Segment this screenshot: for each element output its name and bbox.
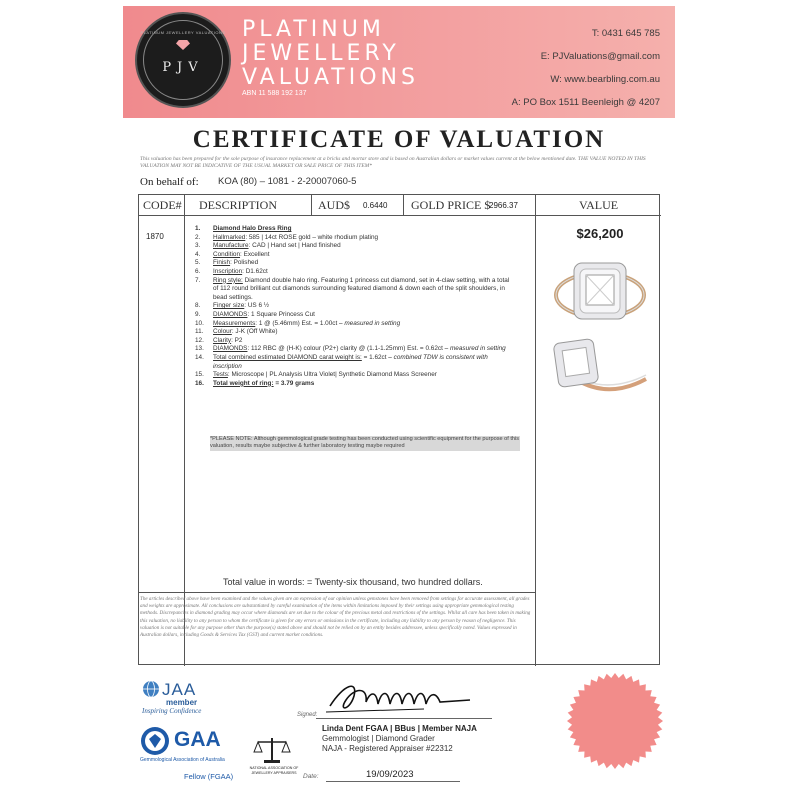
aud-rate: 0.6440: [363, 201, 388, 210]
item-value: : D1.62ct: [242, 267, 268, 275]
item-key: Measurements: [213, 319, 256, 327]
item-number: 9.: [195, 310, 201, 318]
item-number: 11.: [195, 328, 204, 336]
gaa-subtitle: Gemmological Association of Australia: [140, 757, 225, 763]
item-key: Finish: [213, 259, 231, 267]
item-number: 2.: [195, 233, 201, 241]
logo-monogram: PJV: [162, 60, 204, 75]
header-value: VALUE: [579, 198, 619, 212]
contact-web: W: www.bearbling.com.au: [550, 74, 660, 85]
description-item: [195, 328, 515, 337]
signatory-name: Linda Dent FGAA | BBus | Member NAJA: [322, 724, 477, 733]
brand-line-1: PLATINUM: [242, 17, 385, 42]
item-number: 15.: [195, 371, 204, 379]
item-key: Manufacture: [213, 242, 249, 250]
item-number: 14.: [195, 353, 204, 361]
signed-label: Signed:: [297, 712, 318, 718]
gold-price-value: 2966.37: [489, 201, 518, 210]
gaa-text: GAA: [174, 728, 221, 751]
globe-icon: [142, 680, 160, 698]
item-value: : 112 RBC @ (H-K) colour (P2+) clarity @ (1.1-1.25mm) Est. = 0.62ct: [247, 345, 443, 353]
pjv-logo: [135, 12, 231, 108]
item-value: : CAD | Hand set | Hand finished: [248, 242, 341, 250]
item-number: 12.: [195, 336, 204, 344]
gaa-fellow: Fellow (FGAA): [184, 772, 234, 781]
item-key: Finger size: [213, 302, 245, 310]
item-key: Total combined estimated DIAMOND carat weight is:: [213, 353, 362, 361]
contact-address: A: PO Box 1511 Beenleigh @ 4207: [511, 97, 660, 108]
item-value: Diamond double halo ring. Featuring 1 princess cut diamond, set in 4-claw setting, with a total of 112 round brilliant cut diamonds surrounding featured diamond & down each of the split shoulders, in bead settings.: [213, 276, 510, 301]
signature-line: [316, 718, 492, 719]
description-item: [195, 371, 515, 380]
description-item: [195, 354, 515, 371]
certificate-title: CERTIFICATE OF VALUATION: [192, 126, 606, 153]
item-key: Ring style:: [213, 276, 243, 284]
item-key: Hallmarked: [213, 233, 246, 241]
ring-photo-side: [548, 335, 650, 401]
item-number: 5.: [195, 259, 201, 267]
valuation-amount: $26,200: [576, 226, 624, 241]
description-item: [195, 259, 515, 268]
item-value: : 1 Square Princess Cut: [247, 310, 315, 318]
description-list: [195, 225, 515, 388]
item-number: 16.: [195, 379, 204, 387]
item-value: : Excellent: [240, 250, 270, 258]
naja-subtitle: NATIONAL ASSOCIATION OF JEWELLERY APPRAISERS: [249, 766, 299, 775]
item-remark: – combined TDW is consistent with inscription: [213, 353, 488, 370]
brand-line-3: VALUATIONS: [242, 65, 419, 90]
item-value: : 1 @ (5.46mm) Est. = 1.00ct: [255, 319, 338, 327]
item-value: : 585 | 14ct ROSE gold – white rhodium plating: [245, 233, 379, 241]
description-item: [195, 234, 515, 243]
item-key: Clarity: [213, 336, 232, 344]
item-number: 10.: [195, 319, 204, 327]
description-item: [195, 268, 515, 277]
item-number: 1.: [195, 225, 201, 232]
item-number: 6.: [195, 267, 201, 275]
on-behalf-value: KOA (80) – 1081 - 2-20007060-5: [218, 176, 357, 187]
item-key: Total weight of ring:: [213, 379, 274, 387]
item-number: 13.: [195, 345, 204, 353]
item-value: = 1.62ct: [361, 353, 387, 361]
item-value: : P2: [231, 336, 243, 344]
description-item: [195, 345, 515, 354]
signatory-title-1: Gemmologist | Diamond Grader: [322, 734, 435, 743]
description-item: [195, 380, 515, 389]
contact-phone: T: 0431 645 785: [591, 28, 660, 39]
on-behalf-label: On behalf of:: [140, 176, 199, 188]
item-key: Condition: [213, 250, 241, 258]
item-key: Inscription: [213, 267, 243, 275]
abn-number: ABN 11 588 192 137: [242, 90, 307, 97]
brand-line-2: JEWELLERY: [242, 41, 400, 66]
handwritten-signature: [324, 676, 474, 718]
company-seal: [566, 672, 664, 770]
item-key: Colour: [213, 328, 232, 336]
signatory-title-2: NAJA - Registered Appraiser #22312: [322, 744, 453, 753]
item-value: : US 6 ½: [244, 302, 270, 310]
description-item: [195, 337, 515, 346]
item-value: = 3.79 grams: [273, 379, 315, 387]
date-label: Date:: [303, 773, 319, 780]
description-item: [195, 320, 515, 329]
item-remark: – measured in setting: [442, 345, 506, 353]
item-code: 1870: [146, 232, 164, 241]
item-key: Tests: [213, 371, 228, 379]
liability-footnote: The articles described above have been examined and the values given are an expression of our opinion unless gemstones have been removed from settings for accurate assessment, all grades and weights are approximate. All conclusions are substantiated by careful examination of the items within limitations imposed by their settings using appropriate gemmological testing methods. Discrepancies in diamond grading may occur where diamonds are set due to the colour of the precious metal and restrictions of the settings. Whilst all care has been taken in making this valuation, no liability to any person to whom the certificate is given for any errors or omissions in the certificate, including any liability to any person by reason of negligence. This valuation is not suitable for any purpose other than the purpose(s) stated above and should not be relied on by an entity besides addressee, unless specifically noted. Values expressed in Australian dollars, including Goods & Services Tax (GST) and current market conditions.: [140, 596, 531, 639]
item-key: DIAMONDS: [213, 310, 248, 318]
jaa-text: JAA: [162, 680, 197, 699]
item-number: 7.: [195, 276, 201, 284]
valuation-disclaimer: This valuation has been prepared for the sole purpose of insurance replacement at a bricks and mortar store and is based on Australian dollars or market values current at the below mentioned date. THE VALUE NOTED IN THIS VALUATION MAY NOT BE INDICATIVE OF THE USUAL MARKET OR SALE PRICE OF THIS ITEM*: [140, 156, 646, 169]
item-value: : J-K (Off White): [231, 328, 278, 336]
total-value-in-words: Total value in words: = Twenty-six thousand, two hundred dollars.: [223, 577, 483, 587]
header-code: CODE#: [143, 198, 182, 212]
item-remark: – measured in setting: [337, 319, 401, 327]
logo-ring-text: PLATINUM JEWELLERY VALUATIONS: [140, 30, 226, 35]
description-item: [195, 277, 515, 303]
item-key: DIAMONDS: [213, 345, 248, 353]
header-gold-price: GOLD PRICE $: [411, 198, 491, 212]
item-number: 3.: [195, 242, 201, 250]
gem-seal-icon: [140, 726, 170, 756]
scales-icon: [252, 736, 292, 764]
description-item: [195, 225, 515, 234]
item-value: : Microscope | PL Analysis Ultra Violet| Synthetic Diamond Mass Screener: [227, 371, 437, 379]
jaa-member: member: [166, 698, 198, 707]
testing-note: *PLEASE NOTE: Although gemmological grade testing has been conducted using scientific equipment for the purpose of this valuation, results maybe subjective & further laboratory testing maybe required: [210, 436, 520, 450]
header-aud: AUD$: [318, 198, 350, 212]
seal-shape: [567, 673, 663, 769]
description-item: [195, 251, 515, 260]
valuation-date: 19/09/2023: [366, 769, 414, 780]
description-item: [195, 302, 515, 311]
item-number: 4.: [195, 250, 201, 258]
contact-email: E: PJValuations@gmail.com: [540, 51, 660, 62]
header-description: DESCRIPTION: [199, 198, 278, 212]
date-line: [326, 781, 460, 782]
description-item: [195, 311, 515, 320]
jaa-tagline: Inspiring Confidence: [142, 707, 202, 715]
description-item: [195, 242, 515, 251]
item-value: : Polished: [230, 259, 259, 267]
ring-photo-top: [552, 255, 648, 331]
item-key: Diamond Halo Dress Ring: [213, 225, 292, 232]
item-number: 8.: [195, 302, 201, 310]
